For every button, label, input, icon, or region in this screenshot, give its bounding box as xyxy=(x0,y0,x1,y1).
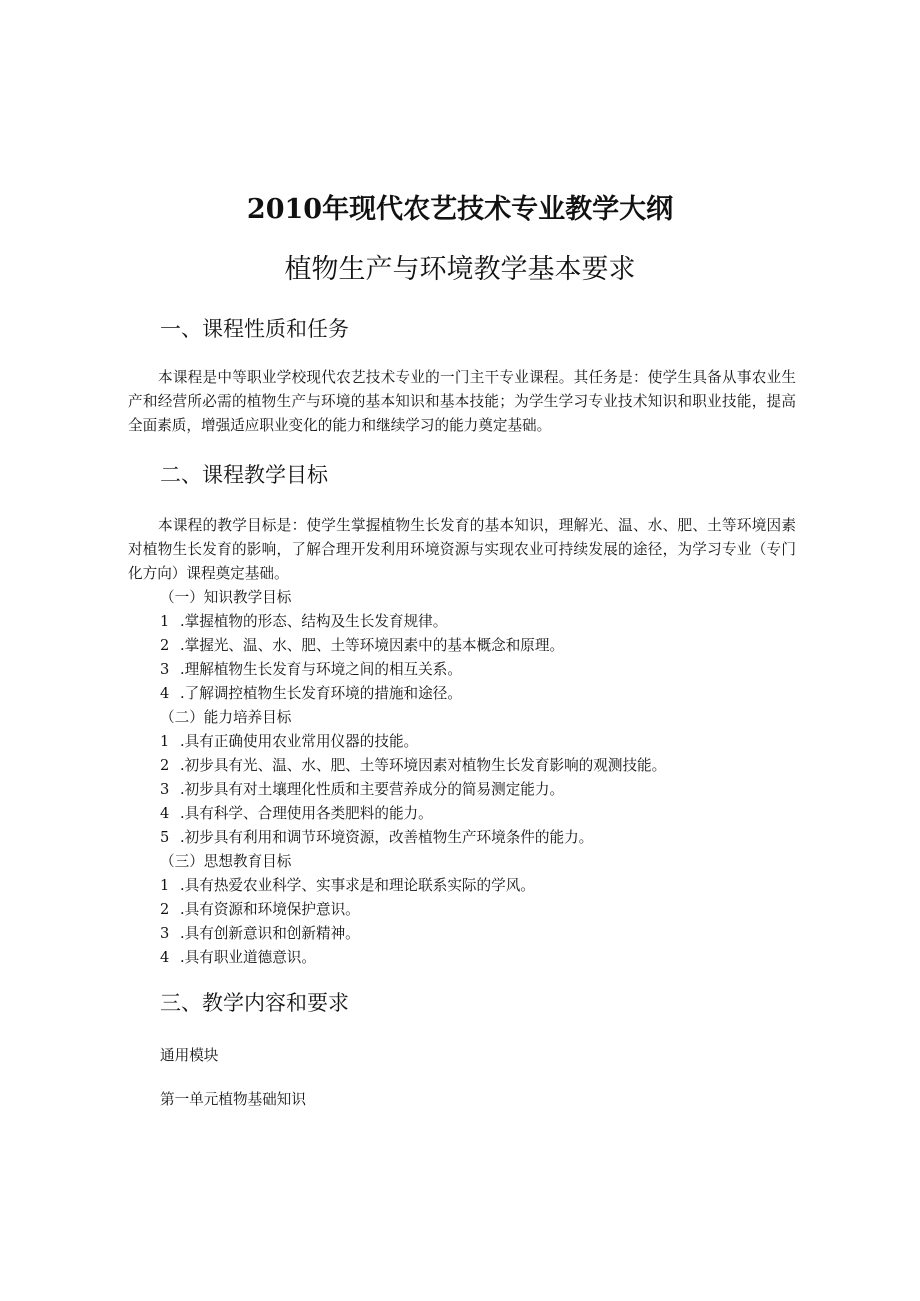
group-label-ability: （二）能力培养目标 xyxy=(160,709,292,726)
list-item xyxy=(160,682,800,706)
list-item-text: .掌握光、温、水、肥、土等环境因素中的基本概念和原理。 xyxy=(180,637,565,654)
list-item-text: .初步具有对土壤理化性质和主要营养成分的简易测定能力。 xyxy=(180,781,565,798)
list-item-number: 4 xyxy=(160,805,170,822)
list-item-number: 1 xyxy=(160,613,170,630)
document-title: 2010年现代农艺技术专业教学大纲 xyxy=(246,194,674,225)
module-label: 通用模块 xyxy=(160,1047,219,1064)
list-item-text: .了解调控植物生长发育环境的措施和途径。 xyxy=(180,685,462,702)
section-2-paragraph: 本课程的教学目标是：使学生掌握植物生长发育的基本知识，理解光、温、水、肥、土等环境因素对植物生长发育的影响，了解合理开发利用环境资源与实现农业可持续发展的途径，为学习专业（专门化方向）课程奠定基础。 xyxy=(128,517,796,582)
list-item-number: 3 xyxy=(160,781,170,798)
list-item-text: .具有正确使用农业常用仪器的技能。 xyxy=(180,733,419,750)
document-subtitle: 植物生产与环境教学基本要求 xyxy=(284,254,636,285)
group-label-ideology: （三）思想教育目标 xyxy=(160,853,292,870)
list-item-text: .初步具有光、温、水、肥、土等环境因素对植物生长发育影响的观测技能。 xyxy=(180,757,667,774)
list-item-number: 4 xyxy=(160,685,170,702)
list-item-number: 3 xyxy=(160,925,170,942)
list-item-text: .理解植物生长发育与环境之间的相互关系。 xyxy=(180,661,462,678)
list-item-text: .初步具有利用和调节环境资源，改善植物生产环境条件的能力。 xyxy=(180,829,594,846)
section-heading-1: 一、课程性质和任务 xyxy=(160,317,349,341)
list-item xyxy=(160,658,800,682)
list-item xyxy=(160,754,800,778)
list-item-text: .具有资源和环境保护意识。 xyxy=(180,901,360,918)
list-item-text: .具有职业道德意识。 xyxy=(180,949,316,966)
list-item-number: 2 xyxy=(160,757,170,774)
list-item xyxy=(160,898,800,922)
list-item xyxy=(160,922,800,946)
list-item-number: 2 xyxy=(160,901,170,918)
list-item-text: .具有科学、合理使用各类肥料的能力。 xyxy=(180,805,433,822)
list-item xyxy=(160,610,800,634)
list-item-number: 2 xyxy=(160,637,170,654)
unit-label: 第一单元植物基础知识 xyxy=(160,1091,306,1108)
list-item-text: .具有创新意识和创新精神。 xyxy=(180,925,360,942)
list-item-number: 1 xyxy=(160,733,170,750)
list-item xyxy=(160,778,800,802)
section-heading-2: 二、课程教学目标 xyxy=(160,463,328,487)
list-item-number: 3 xyxy=(160,661,170,678)
list-item-text: .具有热爱农业科学、实事求是和理论联系实际的学风。 xyxy=(180,877,535,894)
group-label-knowledge: （一）知识教学目标 xyxy=(160,589,292,606)
section-heading-3: 三、教学内容和要求 xyxy=(160,991,349,1015)
list-item-number: 1 xyxy=(160,877,170,894)
list-item-text: .掌握植物的形态、结构及生长发育规律。 xyxy=(180,613,448,630)
list-item xyxy=(160,634,800,658)
list-item xyxy=(160,730,800,754)
list-item-number: 5 xyxy=(160,829,170,846)
section-1-paragraph: 本课程是中等职业学校现代农艺技术专业的一门主干专业课程。其任务是：使学生具备从事农业生产和经营所必需的植物生产与环境的基本知识和基本技能；为学生学习专业技术知识和职业技能，提高全面素质，增强适应职业变化的能力和继续学习的能力奠定基础。 xyxy=(128,369,796,434)
list-item xyxy=(160,874,800,898)
list-item xyxy=(160,802,800,826)
list-item-number: 4 xyxy=(160,949,170,966)
list-item xyxy=(160,826,800,850)
objectives-list xyxy=(160,586,800,970)
list-item xyxy=(160,946,800,970)
